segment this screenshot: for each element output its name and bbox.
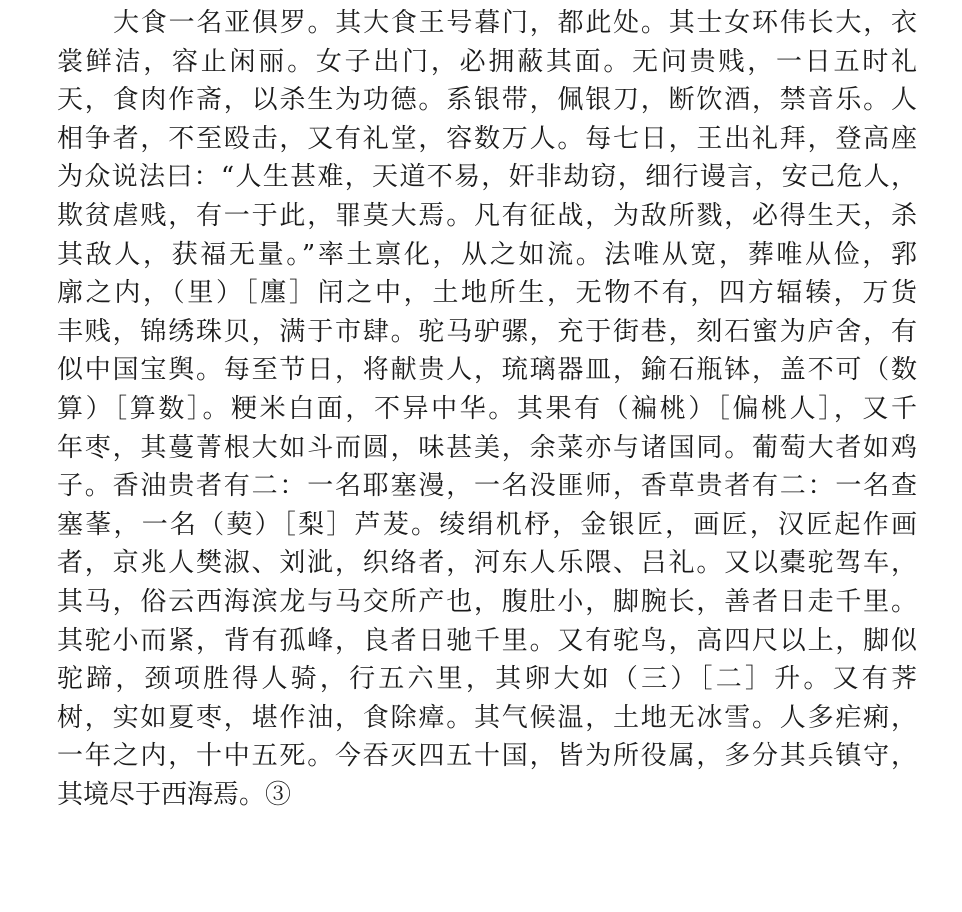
- text-line: 天，食肉作斋，以杀生为功德。系银带，佩银刀，断饮酒，禁音乐。人: [57, 85, 917, 116]
- text-line: 为众说法曰：“人生甚难，天道不易，奸非劫窃，细行谩言，安己危人，: [57, 162, 917, 193]
- text-line: 相争者，不至殴击，又有礼堂，容数万人。每七日，王出礼拜，登高座: [57, 123, 917, 154]
- text-line: 一年之内，十中五死。今吞灭四五十国，皆为所役属，多分其兵镇守，: [57, 741, 917, 772]
- text-line: 大食一名亚俱罗。其大食王号暮门，都此处。其士女环伟长大，衣: [113, 8, 917, 38]
- text-line: 裳鲜洁，容止闲丽。女子出门，必拥蔽其面。无问贵贱，一日五时礼: [57, 46, 917, 77]
- text-line: 其马，俗云西海滨龙与马交所产也，腹肚小，脚腕长，善者日走千里。: [57, 586, 917, 617]
- body-paragraph: [57, 4, 917, 814]
- text-line: 廓之内，（里）［廛］闬之中，土地所生，无物不有，四方辐辏，万货: [57, 278, 917, 309]
- text-line: 者，京兆人樊淑、刘泚，织络者，河东人乐隈、吕礼。又以橐驼驾车，: [57, 548, 917, 579]
- text-line: 其敌人，获福无量。”率土禀化，从之如流。法唯从宽，葬唯从俭，郛: [57, 239, 917, 270]
- text-line: 欺贫虐贱，有一于此，罪莫大焉。凡有征战，为敌所戮，必得生天，杀: [57, 200, 917, 231]
- text-line: 驼蹄，颈项胜得人骑，行五六里，其卵大如（三）［二］升。又有荠: [57, 664, 917, 695]
- text-line: 树，实如夏枣，堪作油，食除瘴。其气候温，土地无冰雪。人多疟痢，: [57, 702, 917, 733]
- text-line: 塞莑，一名（葜）［梨］芦茇。绫绢机杼，金银匠，画匠，汉匠起作画: [57, 509, 917, 540]
- text-line: 似中国宝舆。每至节日，将献贵人，琉璃器皿，鍮石瓶钵，盖不可（数: [57, 355, 917, 386]
- text-line: 子。香油贵者有二：一名耶塞漫，一名没匪师，香草贵者有二：一名查: [57, 471, 917, 502]
- text-line: 其驼小而紧，背有孤峰，良者日驰千里。又有驼鸟，高四尺以上，脚似: [57, 625, 917, 656]
- text-line: 算）［算数］。粳米白面，不异中华。其果有（褊桃）［偏桃人］，又千: [57, 393, 917, 424]
- text-line: 年枣，其蔓菁根大如斗而圆，味甚美，余菜亦与诸国同。葡萄大者如鸡: [57, 432, 917, 463]
- text-line: 丰贱，锦绣珠贝，满于市肆。驼马驴骡，充于街巷，刻石蜜为庐舍，有: [57, 316, 917, 347]
- text-line-final: 其境尽于西海焉。③: [57, 779, 292, 810]
